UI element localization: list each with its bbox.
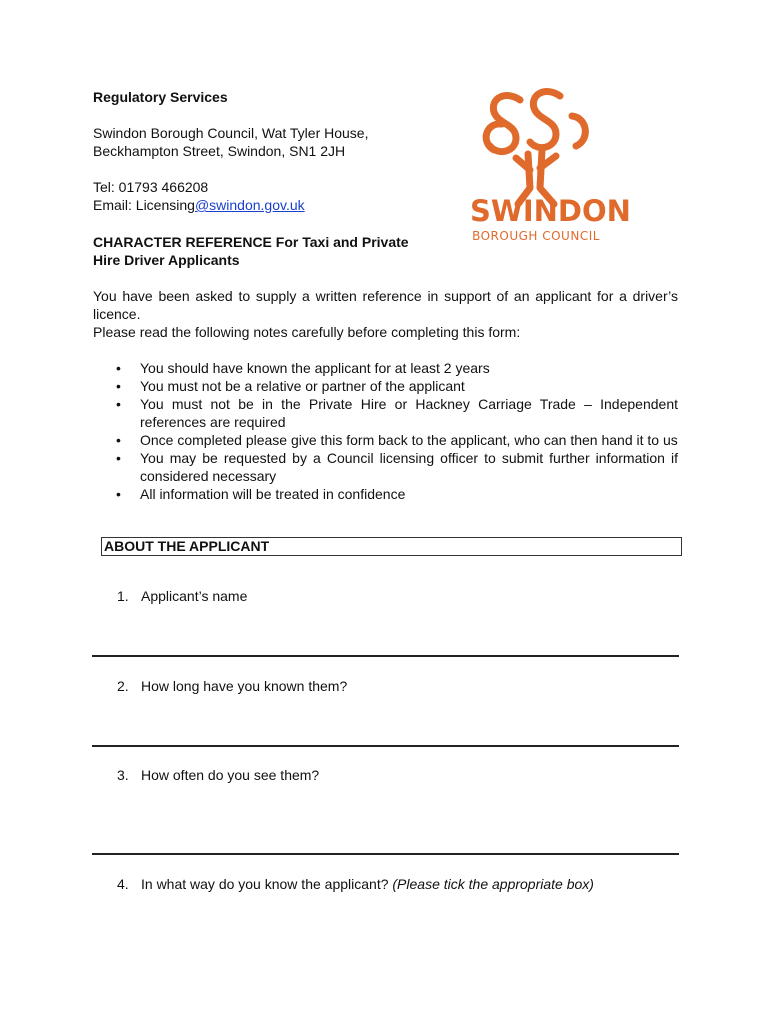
question-text: In what way do you know the applicant?: [141, 876, 393, 892]
question-relationship: [117, 875, 594, 893]
list-item: • You may be requested by a Council licensing officer to submit further information if considered necessary: [116, 450, 678, 484]
intro-paragraph: You have been asked to supply a written reference in support of an applicant for a driver’s licence.: [93, 288, 678, 322]
question-note: (Please tick the appropriate box): [392, 876, 594, 892]
department-heading: Regulatory Services: [93, 89, 228, 105]
question-number: 1.: [117, 588, 129, 604]
question-text: How often do you see them?: [141, 767, 320, 783]
bullet-icon: •: [116, 486, 121, 502]
address-line-2: Beckhampton Street, Swindon, SN1 2JH: [93, 143, 346, 159]
answer-field-how-long-known[interactable]: [92, 745, 679, 747]
list-item: • All information will be treated in confidence: [116, 486, 406, 502]
answer-field-how-often-see[interactable]: [92, 853, 679, 855]
telephone: Tel: 01793 466208: [93, 179, 209, 195]
notes-list: [93, 359, 678, 503]
intro-instruction: Please read the following notes carefully before completing this form:: [93, 324, 521, 340]
list-item: • Once completed please give this form back to the applicant, who can then hand it to us: [116, 432, 678, 448]
address-line-1: Swindon Borough Council, Wat Tyler House,: [93, 125, 369, 141]
bullet-icon: •: [116, 360, 121, 376]
question-number: 3.: [117, 767, 129, 783]
bullet-icon: •: [116, 396, 121, 412]
email-label: Email: Licensing: [93, 197, 195, 213]
bullet-icon: •: [116, 450, 121, 466]
section-heading-about-applicant: ABOUT THE APPLICANT: [101, 537, 682, 556]
question-text: Applicant’s name: [141, 588, 248, 604]
logo-subtitle: BOROUGH COUNCIL: [472, 229, 600, 243]
list-item: • You must not be a relative or partner of the applicant: [116, 378, 465, 394]
question-applicant-name: [117, 587, 247, 605]
form-title-line-2: Hire Driver Applicants: [93, 252, 240, 268]
question-how-often-see: [117, 766, 319, 784]
form-title-line-1: CHARACTER REFERENCE For Taxi and Private: [93, 234, 409, 250]
list-item: • You must not be in the Private Hire or Hackney Carriage Trade – Independent references are required: [116, 396, 678, 430]
bullet-icon: •: [116, 432, 121, 448]
email-link[interactable]: @swindon.gov.uk: [194, 197, 305, 213]
logo-wordmark: SWINDON: [470, 194, 631, 228]
question-number: 2.: [117, 678, 129, 694]
question-number: 4.: [117, 876, 129, 892]
bullet-icon: •: [116, 378, 121, 394]
question-how-long-known: [117, 677, 347, 695]
answer-field-applicant-name[interactable]: [92, 655, 679, 657]
list-item: • You should have known the applicant for at least 2 years: [116, 360, 490, 376]
question-text: How long have you known them?: [141, 678, 348, 694]
email-line: [93, 196, 305, 214]
